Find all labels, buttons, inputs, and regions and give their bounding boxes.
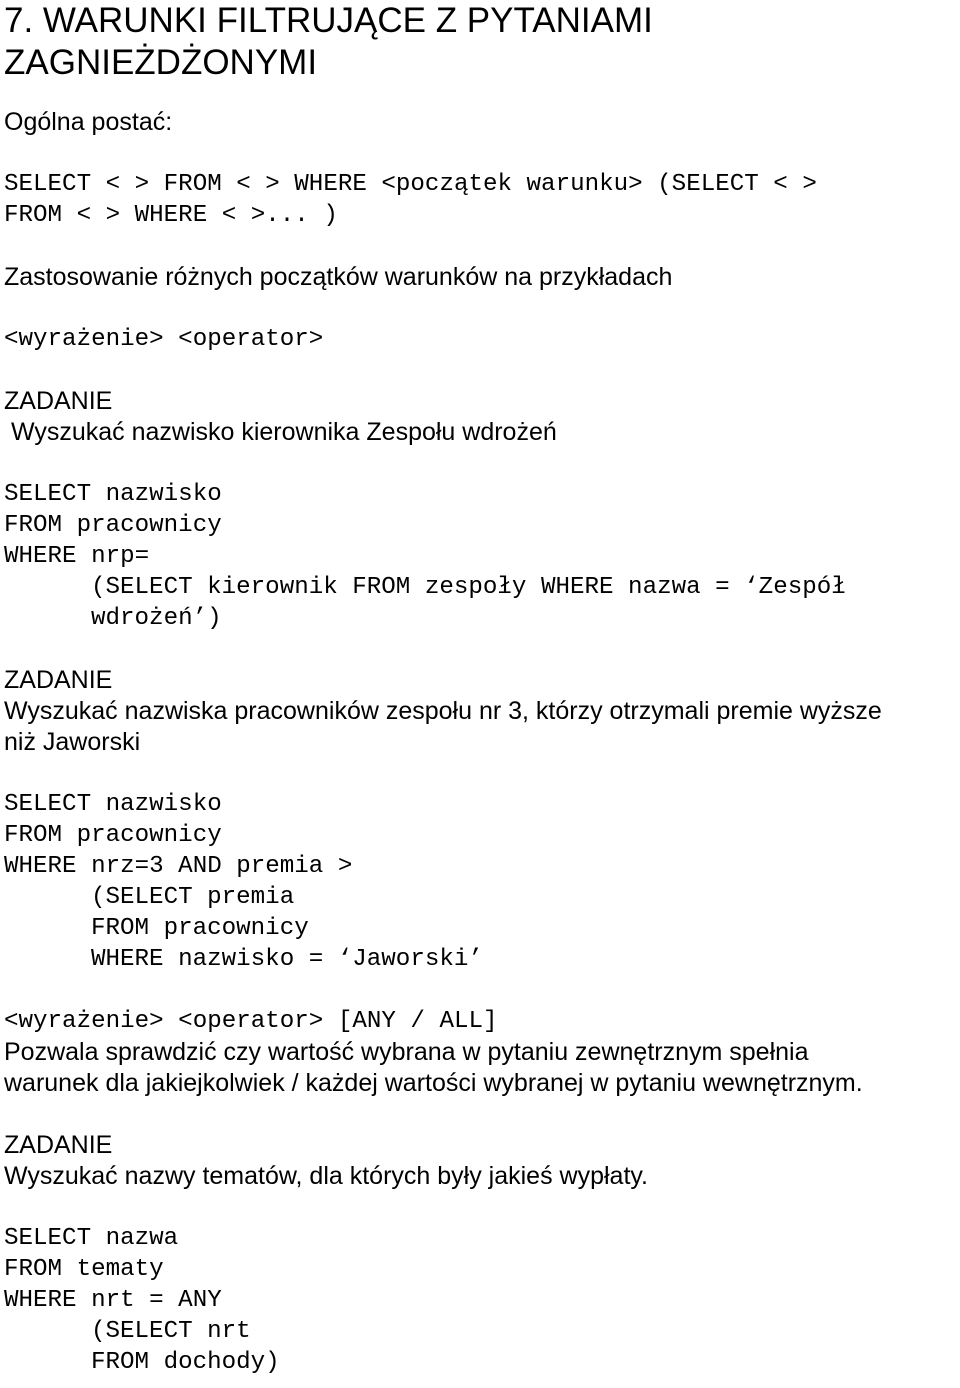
task-label: ZADANIE (4, 1131, 113, 1159)
task-2 (4, 665, 958, 975)
code-line: SELECT < > FROM < > WHERE <początek warunku> (SELECT < > (4, 171, 817, 198)
general-form-code (4, 169, 958, 231)
code-line: FROM pracownicy (4, 822, 222, 849)
code-line: WHERE nrp= (4, 543, 150, 570)
task-label: ZADANIE (4, 666, 113, 694)
task-1 (4, 386, 958, 634)
subquery-line: (SELECT premia (91, 884, 295, 911)
page-title (4, 0, 958, 84)
title-line: 7. WARUNKI FILTRUJĄCE Z PYTANIAMI (4, 1, 653, 40)
task-label: ZADANIE (4, 387, 113, 415)
code-line: FROM pracownicy (4, 512, 222, 539)
any-all-description-line: Pozwala sprawdzić czy wartość wybrana w pytaniu zewnętrznym spełnia (4, 1038, 809, 1066)
any-all-section (4, 1006, 958, 1099)
code-line: FROM < > WHERE < >... ) (4, 202, 338, 229)
subquery-line: wdrożeń’) (91, 605, 222, 632)
task-text: Wyszukać nazwisko kierownika Zespołu wdrożeń (4, 418, 557, 446)
code-line: WHERE nrt = ANY (4, 1287, 222, 1314)
code-line: SELECT nazwisko (4, 481, 222, 508)
syntax-expression-operator: <wyrażenie> <operator> (4, 326, 324, 353)
application-text: Zastosowanie różnych początków warunków na przykładach (4, 263, 673, 291)
task-text-line: Wyszukać nazwiska pracowników zespołu nr 3, którzy otrzymali premie wyższe (4, 697, 882, 725)
subquery-line: WHERE nazwisko = ‘Jaworski’ (91, 946, 483, 973)
subquery-line: FROM dochody) (91, 1349, 280, 1376)
general-form-label: Ogólna postać: (4, 108, 173, 136)
code-line: FROM tematy (4, 1256, 164, 1283)
code-line: SELECT nazwisko (4, 791, 222, 818)
title-line: ZAGNIEŻDŻONYMI (4, 43, 318, 82)
document-page (4, 0, 958, 1378)
subquery-line: FROM pracownicy (91, 915, 309, 942)
subquery-line: (SELECT nrt (91, 1318, 251, 1345)
syntax-any-all: <wyrażenie> <operator> [ANY / ALL] (4, 1008, 498, 1035)
subquery-line: (SELECT kierownik FROM zespoły WHERE nazwa = ‘Zespół (91, 574, 846, 601)
task-text-line: niż Jaworski (4, 728, 141, 756)
task-text: Wyszukać nazwy tematów, dla których były jakieś wypłaty. (4, 1162, 648, 1190)
code-line: WHERE nrz=3 AND premia > (4, 853, 353, 880)
code-line: SELECT nazwa (4, 1225, 179, 1252)
any-all-description-line: warunek dla jakiejkolwiek / każdej wartości wybranej w pytaniu wewnętrznym. (4, 1069, 863, 1097)
task-3 (4, 1130, 958, 1378)
